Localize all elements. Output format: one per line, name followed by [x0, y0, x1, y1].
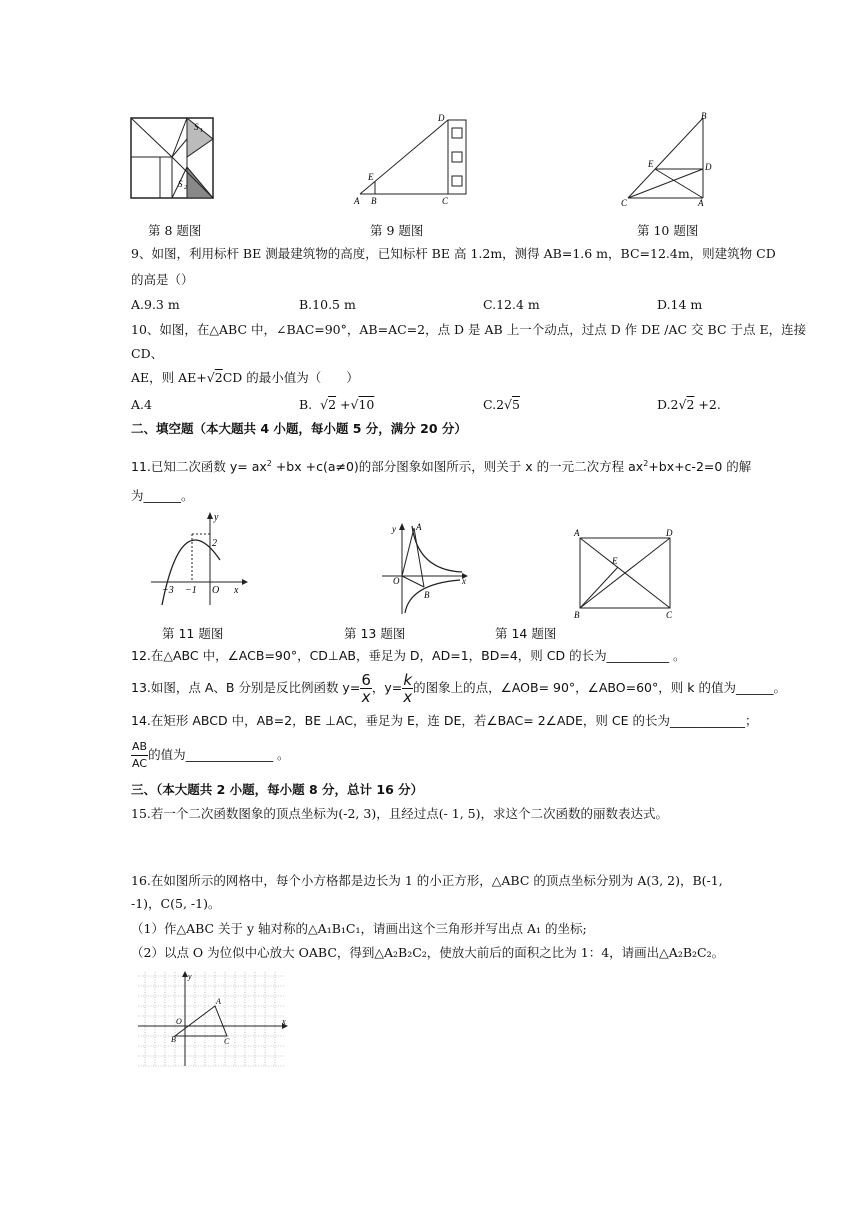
- q16-line2: -1)，C(5, -1)。: [131, 896, 221, 911]
- q9-option-c: C.12.4 m: [483, 297, 540, 312]
- q9-option-d: D.14 m: [657, 297, 703, 312]
- q14-line2-text: 的值为______________ 。: [148, 747, 290, 762]
- svg-text:E: E: [648, 159, 654, 169]
- q10-option-d-tail: +2.: [698, 397, 721, 412]
- svg-text:S: S: [194, 122, 199, 132]
- figure-10: [618, 112, 718, 208]
- q11-sup-2: 2: [643, 459, 649, 468]
- q11-line1-c: +bx+c-2=0 的解: [648, 459, 752, 475]
- q9-line1: 9、如图，利用标杆 BE 测最建筑物的高度，已知标杆 BE 高 1.2m，测得 AB=1.6 m，BC=12.4m，则建筑物 CD: [131, 246, 776, 261]
- svg-text:O: O: [393, 576, 400, 586]
- fraction-ab-over-ac: $\frac{AB}{AC}$: [132, 740, 148, 770]
- svg-text:−1: −1: [185, 585, 197, 596]
- q10-option-c: C.2√5: [483, 397, 520, 412]
- svg-text:C: C: [621, 198, 628, 208]
- svg-text:E: E: [612, 556, 618, 566]
- q13-text: [131, 668, 786, 708]
- section-2-heading: 二、填空题（本大题共 4 小题，每小题 5 分，满分 20 分）: [131, 421, 467, 436]
- svg-text:y: y: [188, 972, 192, 981]
- caption-figure-13: 第 13 题图: [344, 626, 406, 641]
- svg-text:B: B: [701, 112, 707, 121]
- svg-text:C: C: [666, 610, 673, 620]
- q10-line3-end: CD 的最小值为（ ）: [222, 370, 359, 385]
- q14-line1: 14.在矩形 ABCD 中，AB=2，BE ⊥AC，垂足为 E，连 DE，若∠BAC= 2∠ADE，则 CE 的长为____________；: [131, 713, 758, 728]
- q13-part-a: 13.如图，点 A、B 分别是反比例函数 y=: [131, 680, 361, 695]
- svg-text:x: x: [234, 585, 239, 596]
- q16-line1: 16.在如图所示的网格中，每个小方格都是边长为 1 的小正方形，△ABC 的顶点坐标分别为 A(3, 2)，B(-1,: [131, 873, 723, 888]
- svg-text:y: y: [392, 524, 396, 534]
- q10-option-a: A.4: [131, 397, 152, 412]
- svg-text:B: B: [574, 610, 580, 620]
- caption-figure-9: 第 9 题图: [370, 223, 424, 238]
- fraction-6-over-x: $\frac{6}{x}$: [361, 671, 371, 706]
- q14-line2: [131, 738, 290, 772]
- q10-option-b: B. √2 +√10: [299, 397, 375, 412]
- q15-text: 15.若一个二次函数图象的顶点坐标为(-2, 3)，且经过点(- 1, 5)，求这个二次函数的丽数表达式。: [131, 806, 669, 821]
- caption-figure-8: 第 8 题图: [148, 223, 202, 238]
- sqrt-symbol: √2: [206, 370, 223, 385]
- svg-text:D: D: [705, 162, 712, 172]
- q10-line3: [131, 370, 359, 386]
- svg-text:A: A: [698, 198, 704, 208]
- svg-text:y: y: [214, 512, 219, 523]
- svg-text:2: 2: [184, 185, 187, 191]
- q10-option-b-label: B.: [299, 397, 313, 412]
- svg-text:B: B: [371, 196, 377, 206]
- caption-figure-10: 第 10 题图: [637, 223, 699, 238]
- svg-text:B: B: [424, 590, 430, 600]
- q10-line1: 10、如图，在△ABC 中，∠BAC=90°，AB=AC=2，点 D 是 AB 上一个动点，过点 D 作 DE /AC 交 BC 于点 E，连接: [131, 322, 807, 337]
- q9-option-a: A.9.3 m: [131, 297, 180, 312]
- q16-part1: （1）作△ABC 关于 y 轴对称的△A₁B₁C₁，请画出这个三角形并写出点 A₁ 的坐标;: [131, 921, 587, 936]
- q10-option-c-label: C.2: [483, 397, 505, 412]
- q13-part-c: 的图象上的点，∠AOB= 90°，∠ABO=60°，则 k 的值为______。: [413, 680, 786, 695]
- svg-text:O: O: [212, 585, 220, 596]
- svg-text:x: x: [282, 1017, 286, 1026]
- q12-text: 12.在△ABC 中，∠ACB=90°，CD⊥AB，垂足为 D，AD=1，BD=4，则 CD 的长为__________ 。: [131, 648, 686, 663]
- q10-option-d-label: D.2: [657, 397, 679, 412]
- svg-text:x: x: [462, 576, 466, 586]
- q11-line1: [131, 456, 751, 475]
- q10-option-d: D.2√2 +2.: [657, 397, 721, 412]
- svg-text:2: 2: [212, 538, 217, 549]
- svg-text:S: S: [178, 179, 183, 189]
- q16-part2: （2）以点 O 为位似中心放大 OABC，得到△A₂B₂C₂，使放大前后的面积之比为 1：4，请画出△A₂B₂C₂。: [131, 945, 725, 960]
- section-3-heading: 三、（本大题共 2 小题，每小题 8 分，总计 16 分）: [131, 782, 424, 797]
- q9-option-b: B.10.5 m: [299, 297, 356, 312]
- figure-13: [380, 520, 472, 616]
- svg-text:A: A: [574, 528, 580, 538]
- svg-text:1: 1: [200, 128, 203, 134]
- q10-line2: CD、: [131, 346, 164, 361]
- svg-text:B: B: [171, 1035, 176, 1044]
- figure-9: [350, 112, 475, 206]
- svg-text:E: E: [368, 172, 374, 182]
- caption-figure-14: 第 14 题图: [495, 626, 557, 641]
- caption-figure-11: 第 11 题图: [162, 626, 224, 641]
- svg-text:A: A: [416, 522, 422, 532]
- svg-text:A: A: [354, 196, 360, 206]
- q13-part-b: ，y=: [371, 680, 403, 695]
- fraction-k-over-x: $\frac{k}{x}$: [403, 671, 413, 706]
- figure-8: [130, 117, 214, 199]
- svg-text:C: C: [224, 1037, 230, 1046]
- q11-line1-b: +bx +c(a≠0)的部分图象如图所示，则关于 x 的一元二次方程 ax: [271, 459, 644, 475]
- svg-text:A: A: [216, 997, 221, 1006]
- svg-text:−3: −3: [162, 585, 174, 596]
- figure-14: [572, 528, 680, 620]
- q11-line2: 为______。: [131, 488, 194, 503]
- figure-16-grid: [136, 970, 292, 1068]
- svg-text:O: O: [176, 1017, 182, 1026]
- q11-line1-a: 11.已知二次函数 y= ax: [131, 459, 267, 475]
- q11-sup-1: 2: [266, 459, 272, 468]
- svg-text:D: D: [438, 113, 445, 123]
- q10-line3-start: AE，则 AE+: [131, 370, 207, 385]
- svg-text:D: D: [666, 528, 673, 538]
- svg-text:C: C: [442, 196, 449, 206]
- q9-line2: 的高是（）: [131, 272, 194, 287]
- figure-11: [148, 510, 253, 610]
